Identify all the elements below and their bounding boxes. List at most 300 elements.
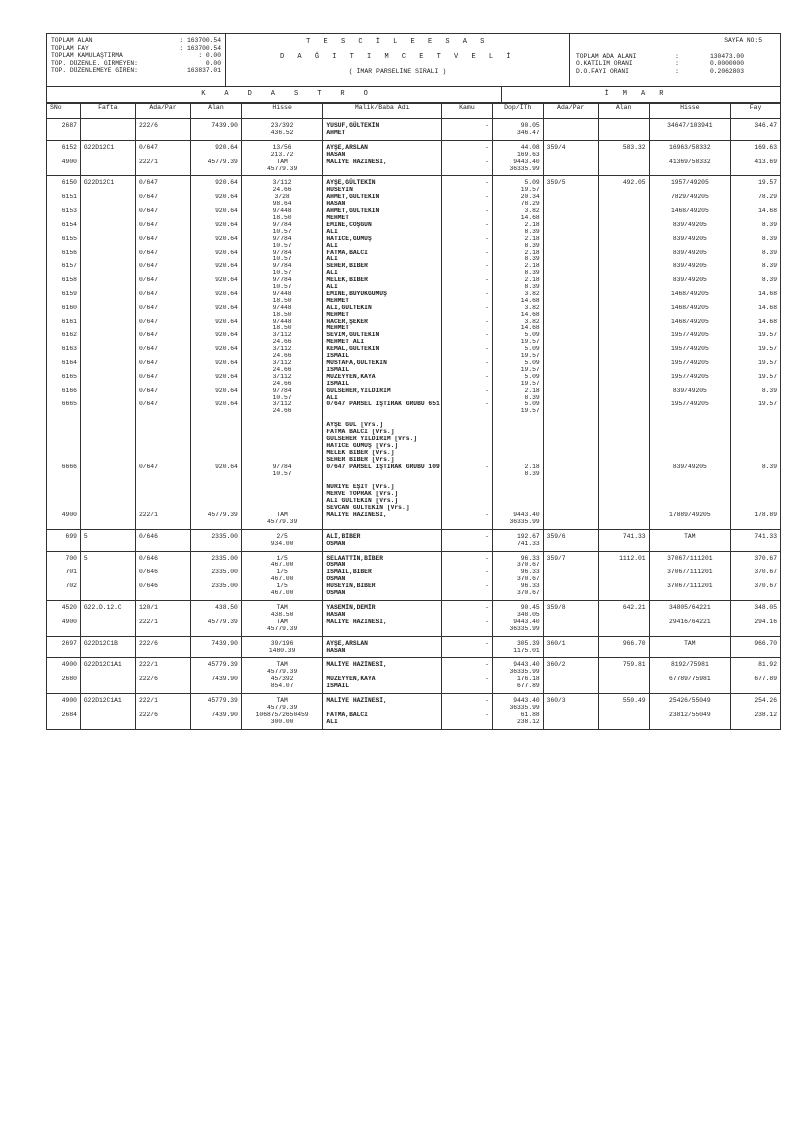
cell-pay: [731, 626, 781, 636]
cell-iada: [543, 263, 598, 270]
cell-kamu: -: [442, 346, 493, 353]
cell-adapar: [135, 429, 190, 436]
table-row: [47, 464, 781, 471]
cell-adapar: 222/1: [135, 619, 190, 626]
cell-pay: 14.68: [731, 319, 781, 326]
cell-iada: [543, 505, 598, 512]
cell-pafta: [80, 429, 135, 436]
cell-kamu: [442, 367, 493, 374]
cell-pafta: [80, 576, 135, 583]
cell-malik: OSMAN: [323, 576, 442, 583]
cell-alan: 7439.90: [191, 712, 242, 719]
cell-kamu: -: [442, 222, 493, 229]
column-header: SNo: [47, 104, 81, 119]
cell-ialan: [598, 263, 649, 270]
cell-dop: 44.08: [492, 140, 543, 151]
cell-sno: [47, 201, 81, 208]
table-row: [47, 443, 781, 450]
cell-malik: HASAN: [323, 648, 442, 658]
cell-pafta: [80, 208, 135, 215]
cell-pay: [731, 408, 781, 415]
cell-ialan: [598, 194, 649, 201]
cell-alan: [191, 705, 242, 712]
cell-ihisse: 1468/49205: [649, 319, 731, 326]
ratio-value: 0.2062803: [709, 67, 744, 75]
cell-alan: [191, 298, 242, 305]
column-header: Fay: [731, 104, 781, 119]
cell-ihisse: [649, 381, 731, 388]
cell-iada: [543, 353, 598, 360]
cell-sno: 6165: [47, 374, 81, 381]
cell-hisse: 9/784: [241, 236, 323, 243]
cell-iada: [543, 541, 598, 551]
cell-sno: [47, 408, 81, 415]
cell-iada: [543, 270, 598, 277]
report-subtitle: D A Ğ I T I M C E T V E L İ: [280, 53, 515, 61]
cell-malik: MEHMET: [323, 298, 442, 305]
cell-ihisse: [649, 491, 731, 498]
total-label: TOPLAM ALAN: [51, 37, 93, 44]
cell-ihisse: 67789/75981: [649, 676, 731, 683]
cell-pay: [731, 215, 781, 222]
cell-sno: [47, 298, 81, 305]
cell-ihisse: 1957/49205: [649, 176, 731, 187]
cell-kamu: -: [442, 119, 493, 130]
cell-kamu: [442, 408, 493, 415]
cell-adapar: [135, 229, 190, 236]
cell-adapar: 120/1: [135, 601, 190, 612]
table-row: [47, 325, 781, 332]
cell-sno: [47, 395, 81, 402]
cell-sno: [47, 443, 81, 450]
cell-dop: 5.09: [492, 332, 543, 339]
cell-ialan: [598, 270, 649, 277]
table-row: [47, 215, 781, 222]
cell-pafta: [80, 683, 135, 693]
table-row: [47, 429, 781, 436]
column-header: Kamu: [442, 104, 493, 119]
cell-malik: HATİCE,GÜMÜŞ: [323, 236, 442, 243]
cell-sno: 2684: [47, 712, 81, 719]
cell-ihisse: [649, 367, 731, 374]
cell-hisse: 24.66: [241, 408, 323, 415]
cell-pay: [731, 130, 781, 140]
cell-dop: 14.68: [492, 215, 543, 222]
cell-alan: 920.64: [191, 176, 242, 187]
cell-iada: [543, 471, 598, 478]
cell-ihisse: [649, 353, 731, 360]
cell-malik: OSMAN: [323, 590, 442, 600]
cell-pafta: [80, 590, 135, 600]
table-row: [47, 194, 781, 201]
cell-pay: [731, 187, 781, 194]
cell-iada: [543, 626, 598, 636]
total-sep: :: [179, 44, 184, 52]
cell-kamu: [442, 187, 493, 194]
cell-alan: 920.64: [191, 374, 242, 381]
cell-sno: 6163: [47, 346, 81, 353]
cell-iada: [543, 332, 598, 339]
cell-ihisse: [649, 215, 731, 222]
cell-iada: [543, 576, 598, 583]
table-row: [47, 683, 781, 693]
cell-hisse: 9/784: [241, 263, 323, 270]
cell-pay: 348.05: [731, 601, 781, 612]
cell-kamu: [442, 626, 493, 636]
table-row: [47, 569, 781, 576]
cell-kamu: [442, 429, 493, 436]
cell-malik: GÜLSEHER YILDIRIM [Vrs.]: [323, 436, 442, 443]
cell-kamu: [442, 201, 493, 208]
cell-malik: AHMET,GÜLTEKİN: [323, 208, 442, 215]
cell-sno: 6151: [47, 194, 81, 201]
cell-ialan: [598, 683, 649, 693]
cell-malik: ALİ: [323, 284, 442, 291]
cell-kamu: [442, 576, 493, 583]
cell-malik: KEMAL,GÜLTEKİN: [323, 346, 442, 353]
cell-ihisse: 1468/49205: [649, 208, 731, 215]
cell-sno: [47, 484, 81, 491]
cell-dop: 36335.99: [492, 519, 543, 529]
cell-hisse: 45779.39: [241, 519, 323, 529]
cell-kamu: [442, 415, 493, 422]
table-row: [47, 229, 781, 236]
cell-dop: 96.33: [492, 569, 543, 576]
cell-dop: 19.57: [492, 187, 543, 194]
cell-malik: SEVCAN GÜLTEKİN [Vrs.]: [323, 505, 442, 512]
cell-kamu: -: [442, 291, 493, 298]
cell-pay: [731, 270, 781, 277]
cell-ihisse: 1957/49205: [649, 374, 731, 381]
cell-pafta: [80, 130, 135, 140]
cell-iada: [543, 590, 598, 600]
cell-alan: [191, 130, 242, 140]
cell-hisse: 18.50: [241, 325, 323, 332]
cell-iada: 360/3: [543, 694, 598, 705]
cell-iada: [543, 250, 598, 257]
cell-pafta: [80, 648, 135, 658]
cell-pafta: [80, 305, 135, 312]
table-row: [47, 457, 781, 464]
table-row: [47, 140, 781, 151]
cell-pay: 19.57: [731, 346, 781, 353]
cell-dop: 5.09: [492, 401, 543, 408]
cell-hisse: 300.00: [241, 719, 323, 729]
cell-pafta: 5: [80, 551, 135, 562]
cell-ialan: [598, 346, 649, 353]
cell-alan: 438.50: [191, 601, 242, 612]
cell-malik: HASAN: [323, 201, 442, 208]
total-value: 0.00: [205, 59, 221, 67]
cell-alan: [191, 491, 242, 498]
cell-adapar: 0/647: [135, 263, 190, 270]
cell-pay: 78.29: [731, 194, 781, 201]
cell-ihisse: 839/49205: [649, 236, 731, 243]
cell-sno: [47, 353, 81, 360]
cell-malik: [323, 166, 442, 176]
cell-alan: [191, 719, 242, 729]
cell-ialan: 966.70: [598, 636, 649, 647]
cell-iada: [543, 305, 598, 312]
cell-pay: [731, 477, 781, 484]
cell-hisse: 39/196: [241, 636, 323, 647]
cell-adapar: [135, 541, 190, 551]
cell-pay: 19.57: [731, 401, 781, 408]
cell-sno: 6150: [47, 176, 81, 187]
cell-ialan: [598, 159, 649, 166]
cell-sno: [47, 256, 81, 263]
cell-adapar: 0/647: [135, 194, 190, 201]
cell-sno: 6666: [47, 464, 81, 471]
cell-pay: 8.39: [731, 277, 781, 284]
cell-ialan: [598, 512, 649, 519]
cell-dop: 96.33: [492, 583, 543, 590]
cell-kamu: -: [442, 319, 493, 326]
cell-adapar: [135, 381, 190, 388]
cell-alan: [191, 648, 242, 658]
cell-ihisse: [649, 505, 731, 512]
cell-malik: ALİ,BİBER: [323, 529, 442, 540]
cell-dop: 2.18: [492, 263, 543, 270]
cell-iada: [543, 367, 598, 374]
cell-malik: MALİYE HAZİNESİ,: [323, 658, 442, 669]
cell-adapar: [135, 576, 190, 583]
cell-kamu: [442, 498, 493, 505]
cell-iada: [543, 415, 598, 422]
cell-dop: 5.09: [492, 360, 543, 367]
cell-iada: [543, 166, 598, 176]
cell-ihisse: [649, 669, 731, 676]
cell-dop: 8.39: [492, 229, 543, 236]
cell-pafta: G22D12C1: [80, 176, 135, 187]
cell-pafta: [80, 505, 135, 512]
cell-kamu: [442, 166, 493, 176]
cell-alan: [191, 450, 242, 457]
cell-sno: [47, 505, 81, 512]
cell-adapar: [135, 505, 190, 512]
cell-dop: 19.57: [492, 367, 543, 374]
cell-sno: [47, 215, 81, 222]
cell-malik: MALİYE HAZİNESİ,: [323, 159, 442, 166]
cell-dop: 370.67: [492, 576, 543, 583]
table-row: [47, 719, 781, 729]
cell-iada: [543, 712, 598, 719]
cell-sno: [47, 471, 81, 478]
cell-adapar: 0/647: [135, 208, 190, 215]
cell-adapar: 0/647: [135, 332, 190, 339]
cell-kamu: -: [442, 694, 493, 705]
cell-kamu: [442, 612, 493, 619]
parcel-group: [47, 694, 781, 730]
cell-adapar: 0/646: [135, 551, 190, 562]
cell-pafta: [80, 484, 135, 491]
total-value: 163700.54: [186, 44, 221, 52]
cell-pafta: [80, 250, 135, 257]
cell-pafta: [80, 291, 135, 298]
cell-malik: HÜSEYİN: [323, 187, 442, 194]
cell-hisse: TAM: [241, 619, 323, 626]
cell-pafta: [80, 381, 135, 388]
cell-pafta: [80, 491, 135, 498]
cell-hisse: 18.50: [241, 312, 323, 319]
cell-pafta: [80, 712, 135, 719]
cell-alan: 45779.39: [191, 512, 242, 519]
cell-kamu: -: [442, 263, 493, 270]
cell-pafta: [80, 471, 135, 478]
cell-ialan: [598, 277, 649, 284]
cell-kamu: [442, 471, 493, 478]
cell-dop: 90.05: [492, 119, 543, 130]
cell-adapar: 0/647: [135, 305, 190, 312]
cell-pafta: [80, 332, 135, 339]
cell-ihisse: 37067/111201: [649, 569, 731, 576]
cell-sno: [47, 339, 81, 346]
cell-ialan: [598, 712, 649, 719]
cell-adapar: [135, 187, 190, 194]
cell-hisse: 1480.39: [241, 648, 323, 658]
cell-malik: AHMET,GÜLTEKİN: [323, 194, 442, 201]
cell-pay: 8.39: [731, 263, 781, 270]
table-row: [47, 395, 781, 402]
cell-alan: [191, 484, 242, 491]
cell-hisse: 18.50: [241, 298, 323, 305]
table-row: [47, 669, 781, 676]
table-row: [47, 277, 781, 284]
cell-pafta: [80, 569, 135, 576]
cell-hisse: [241, 484, 323, 491]
cell-pafta: [80, 215, 135, 222]
cell-adapar: [135, 612, 190, 619]
cell-adapar: [135, 669, 190, 676]
cell-hisse: 9/448: [241, 319, 323, 326]
cell-pafta: [80, 284, 135, 291]
ratio-value: 0.0000000: [709, 60, 744, 68]
cell-dop: 8.39: [492, 395, 543, 402]
cell-alan: 7439.90: [191, 676, 242, 683]
cell-adapar: [135, 562, 190, 569]
cell-alan: [191, 243, 242, 250]
cell-malik: MALİYE HAZİNESİ,: [323, 694, 442, 705]
cell-pay: [731, 415, 781, 422]
cell-ialan: [598, 229, 649, 236]
cell-ialan: [598, 477, 649, 484]
cell-kamu: [442, 270, 493, 277]
table-row: [47, 374, 781, 381]
cell-iada: [543, 464, 598, 471]
cell-hisse: 436.52: [241, 130, 323, 140]
total-sep: :: [179, 37, 184, 44]
cell-iada: [543, 277, 598, 284]
distribution-table: [46, 103, 781, 730]
cell-iada: [543, 243, 598, 250]
cell-pafta: [80, 436, 135, 443]
cell-hisse: TAM: [241, 694, 323, 705]
cell-sno: 4900: [47, 619, 81, 626]
cell-alan: [191, 436, 242, 443]
cell-malik: MEHMET ALİ: [323, 339, 442, 346]
report-title: T E S C İ L E E S A S: [306, 38, 489, 46]
cell-ihisse: [649, 683, 731, 693]
cell-pay: [731, 648, 781, 658]
cell-pay: 741.33: [731, 529, 781, 540]
cell-hisse: 98.64: [241, 201, 323, 208]
cell-iada: [543, 450, 598, 457]
table-row: [47, 619, 781, 626]
table-row: [47, 498, 781, 505]
cell-sno: [47, 705, 81, 712]
cell-adapar: 222/1: [135, 159, 190, 166]
cell-sno: [47, 683, 81, 693]
cell-pay: 169.63: [731, 140, 781, 151]
cell-sno: 4900: [47, 658, 81, 669]
cell-alan: [191, 576, 242, 583]
cell-sno: [47, 367, 81, 374]
cell-ihisse: [649, 395, 731, 402]
table-row: [47, 484, 781, 491]
table-row: [47, 491, 781, 498]
cell-ialan: [598, 208, 649, 215]
cell-ihisse: 23812/55049: [649, 712, 731, 719]
cell-malik: AYŞE,ARSLAN: [323, 636, 442, 647]
cell-kamu: -: [442, 601, 493, 612]
ratio-row: [576, 68, 774, 76]
cell-sno: [47, 166, 81, 176]
cell-ihisse: 839/49205: [649, 277, 731, 284]
parcel-group: [47, 601, 781, 637]
cell-dop: 36335.99: [492, 669, 543, 676]
cell-ialan: [598, 719, 649, 729]
table-row: [47, 367, 781, 374]
table-row: [47, 636, 781, 647]
section-kadastro: KADASTRO: [47, 87, 502, 102]
cell-adapar: [135, 450, 190, 457]
cell-ialan: [598, 457, 649, 464]
cell-sno: [47, 626, 81, 636]
cell-dop: 2.18: [492, 250, 543, 257]
cell-sno: [47, 243, 81, 250]
cell-pay: [731, 201, 781, 208]
table-row: [47, 551, 781, 562]
cell-pay: [731, 576, 781, 583]
cell-dop: 3.82: [492, 319, 543, 326]
cell-adapar: [135, 436, 190, 443]
cell-kamu: [442, 422, 493, 429]
cell-ihisse: [649, 243, 731, 250]
cell-pay: [731, 484, 781, 491]
column-header: Alan: [598, 104, 649, 119]
cell-malik: YUSUF,GÜLTEKİN: [323, 119, 442, 130]
cell-ialan: [598, 187, 649, 194]
cell-pafta: [80, 519, 135, 529]
cell-pafta: [80, 312, 135, 319]
cell-pafta: [80, 401, 135, 408]
cell-adapar: [135, 705, 190, 712]
table-row: [47, 676, 781, 683]
cell-sno: 702: [47, 583, 81, 590]
cell-ihisse: [649, 576, 731, 583]
cell-adapar: [135, 590, 190, 600]
cell-hisse: 467.00: [241, 562, 323, 569]
cell-ihisse: [649, 201, 731, 208]
cell-iada: 360/1: [543, 636, 598, 647]
cell-pafta: [80, 719, 135, 729]
section-imar: İMAR: [604, 90, 678, 98]
cell-ialan: [598, 471, 649, 478]
cell-ialan: [598, 360, 649, 367]
cell-adapar: 0/646: [135, 529, 190, 540]
cell-iada: [543, 388, 598, 395]
cell-ialan: [598, 562, 649, 569]
